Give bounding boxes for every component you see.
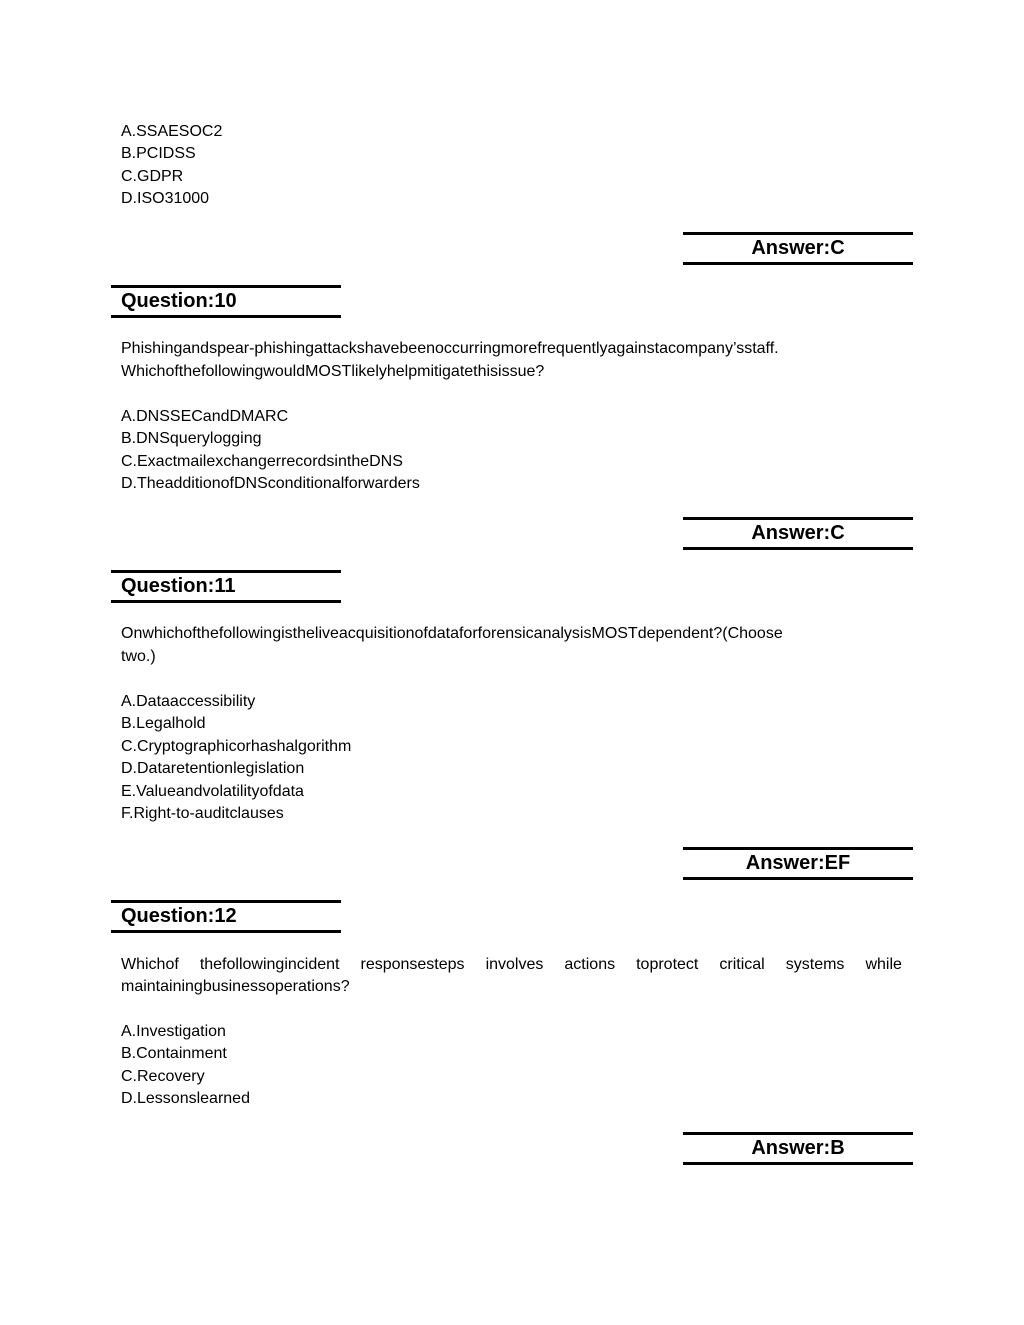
q10-heading — [111, 285, 341, 318]
q12-text-line-1 — [121, 954, 902, 976]
q12-word: critical — [719, 956, 765, 973]
q12-title: Question:12 — [121, 905, 237, 927]
q12-word: toprotect — [636, 956, 699, 973]
q11-option-f: F.Right-to-auditclauses — [121, 805, 284, 822]
q10-answer: Answer:C — [683, 517, 913, 550]
q11-text-line-1: OnwhichofthefollowingistheliveacquisitionofdataforforensicanalysisMOSTdependent?(Choose — [121, 625, 783, 642]
q10-option-b: B.DNSquerylogging — [121, 430, 262, 447]
q10-title: Question:10 — [121, 290, 237, 312]
q12-option-b: B.Containment — [121, 1045, 227, 1062]
q12-word: systems — [785, 956, 845, 973]
q9-option-a: A.SSAESOC2 — [121, 123, 223, 140]
q10-option-d: D.TheadditionofDNSconditionalforwarders — [121, 475, 420, 492]
q12-option-c: C.Recovery — [121, 1068, 205, 1085]
q10-option-c: C.ExactmailexchangerrecordsintheDNS — [121, 453, 403, 470]
q12-word: involves — [485, 956, 544, 973]
q11-title: Question:11 — [121, 575, 236, 597]
q11-option-d: D.Dataretentionlegislation — [121, 760, 305, 777]
q11-option-e: E.Valueandvolatilityofdata — [121, 783, 304, 800]
q11-option-c: C.Cryptographicorhashalgorithm — [121, 738, 352, 755]
q12-word: thefollowingincident — [199, 956, 340, 973]
q12-text-line-2: maintainingbusinessoperations? — [121, 978, 350, 995]
q12-word: actions — [564, 956, 616, 973]
q11-heading — [111, 570, 341, 603]
q10-option-a: A.DNSSECandDMARC — [121, 408, 289, 425]
q11-option-b: B.Legalhold — [121, 715, 206, 732]
q12-word: while — [865, 956, 902, 973]
q12-option-a: A.Investigation — [121, 1023, 226, 1040]
q12-answer: Answer:B — [683, 1132, 913, 1165]
q11-answer: Answer:EF — [683, 847, 913, 880]
q12-option-d: D.Lessonslearned — [121, 1090, 250, 1107]
q10-text-line-2: WhichofthefollowingwouldMOSTlikelyhelpmitigatethisissue? — [121, 363, 545, 380]
q9-option-c: C.GDPR — [121, 168, 184, 185]
q12-word: Whichof — [121, 956, 179, 973]
q12-heading — [111, 900, 341, 933]
q9-option-b: B.PCIDSS — [121, 145, 196, 162]
q10-text-line-1: Phishingandspear-phishingattackshavebeenoccurringmorefrequentlyagainstacompany’sstaff. — [121, 340, 779, 357]
q12-word: responsesteps — [360, 956, 465, 973]
q9-option-d: D.ISO31000 — [121, 190, 210, 207]
q11-option-a: A.Dataaccessibility — [121, 693, 256, 710]
q11-text-line-2: two.) — [121, 648, 156, 665]
q9-answer: Answer:C — [683, 232, 913, 265]
